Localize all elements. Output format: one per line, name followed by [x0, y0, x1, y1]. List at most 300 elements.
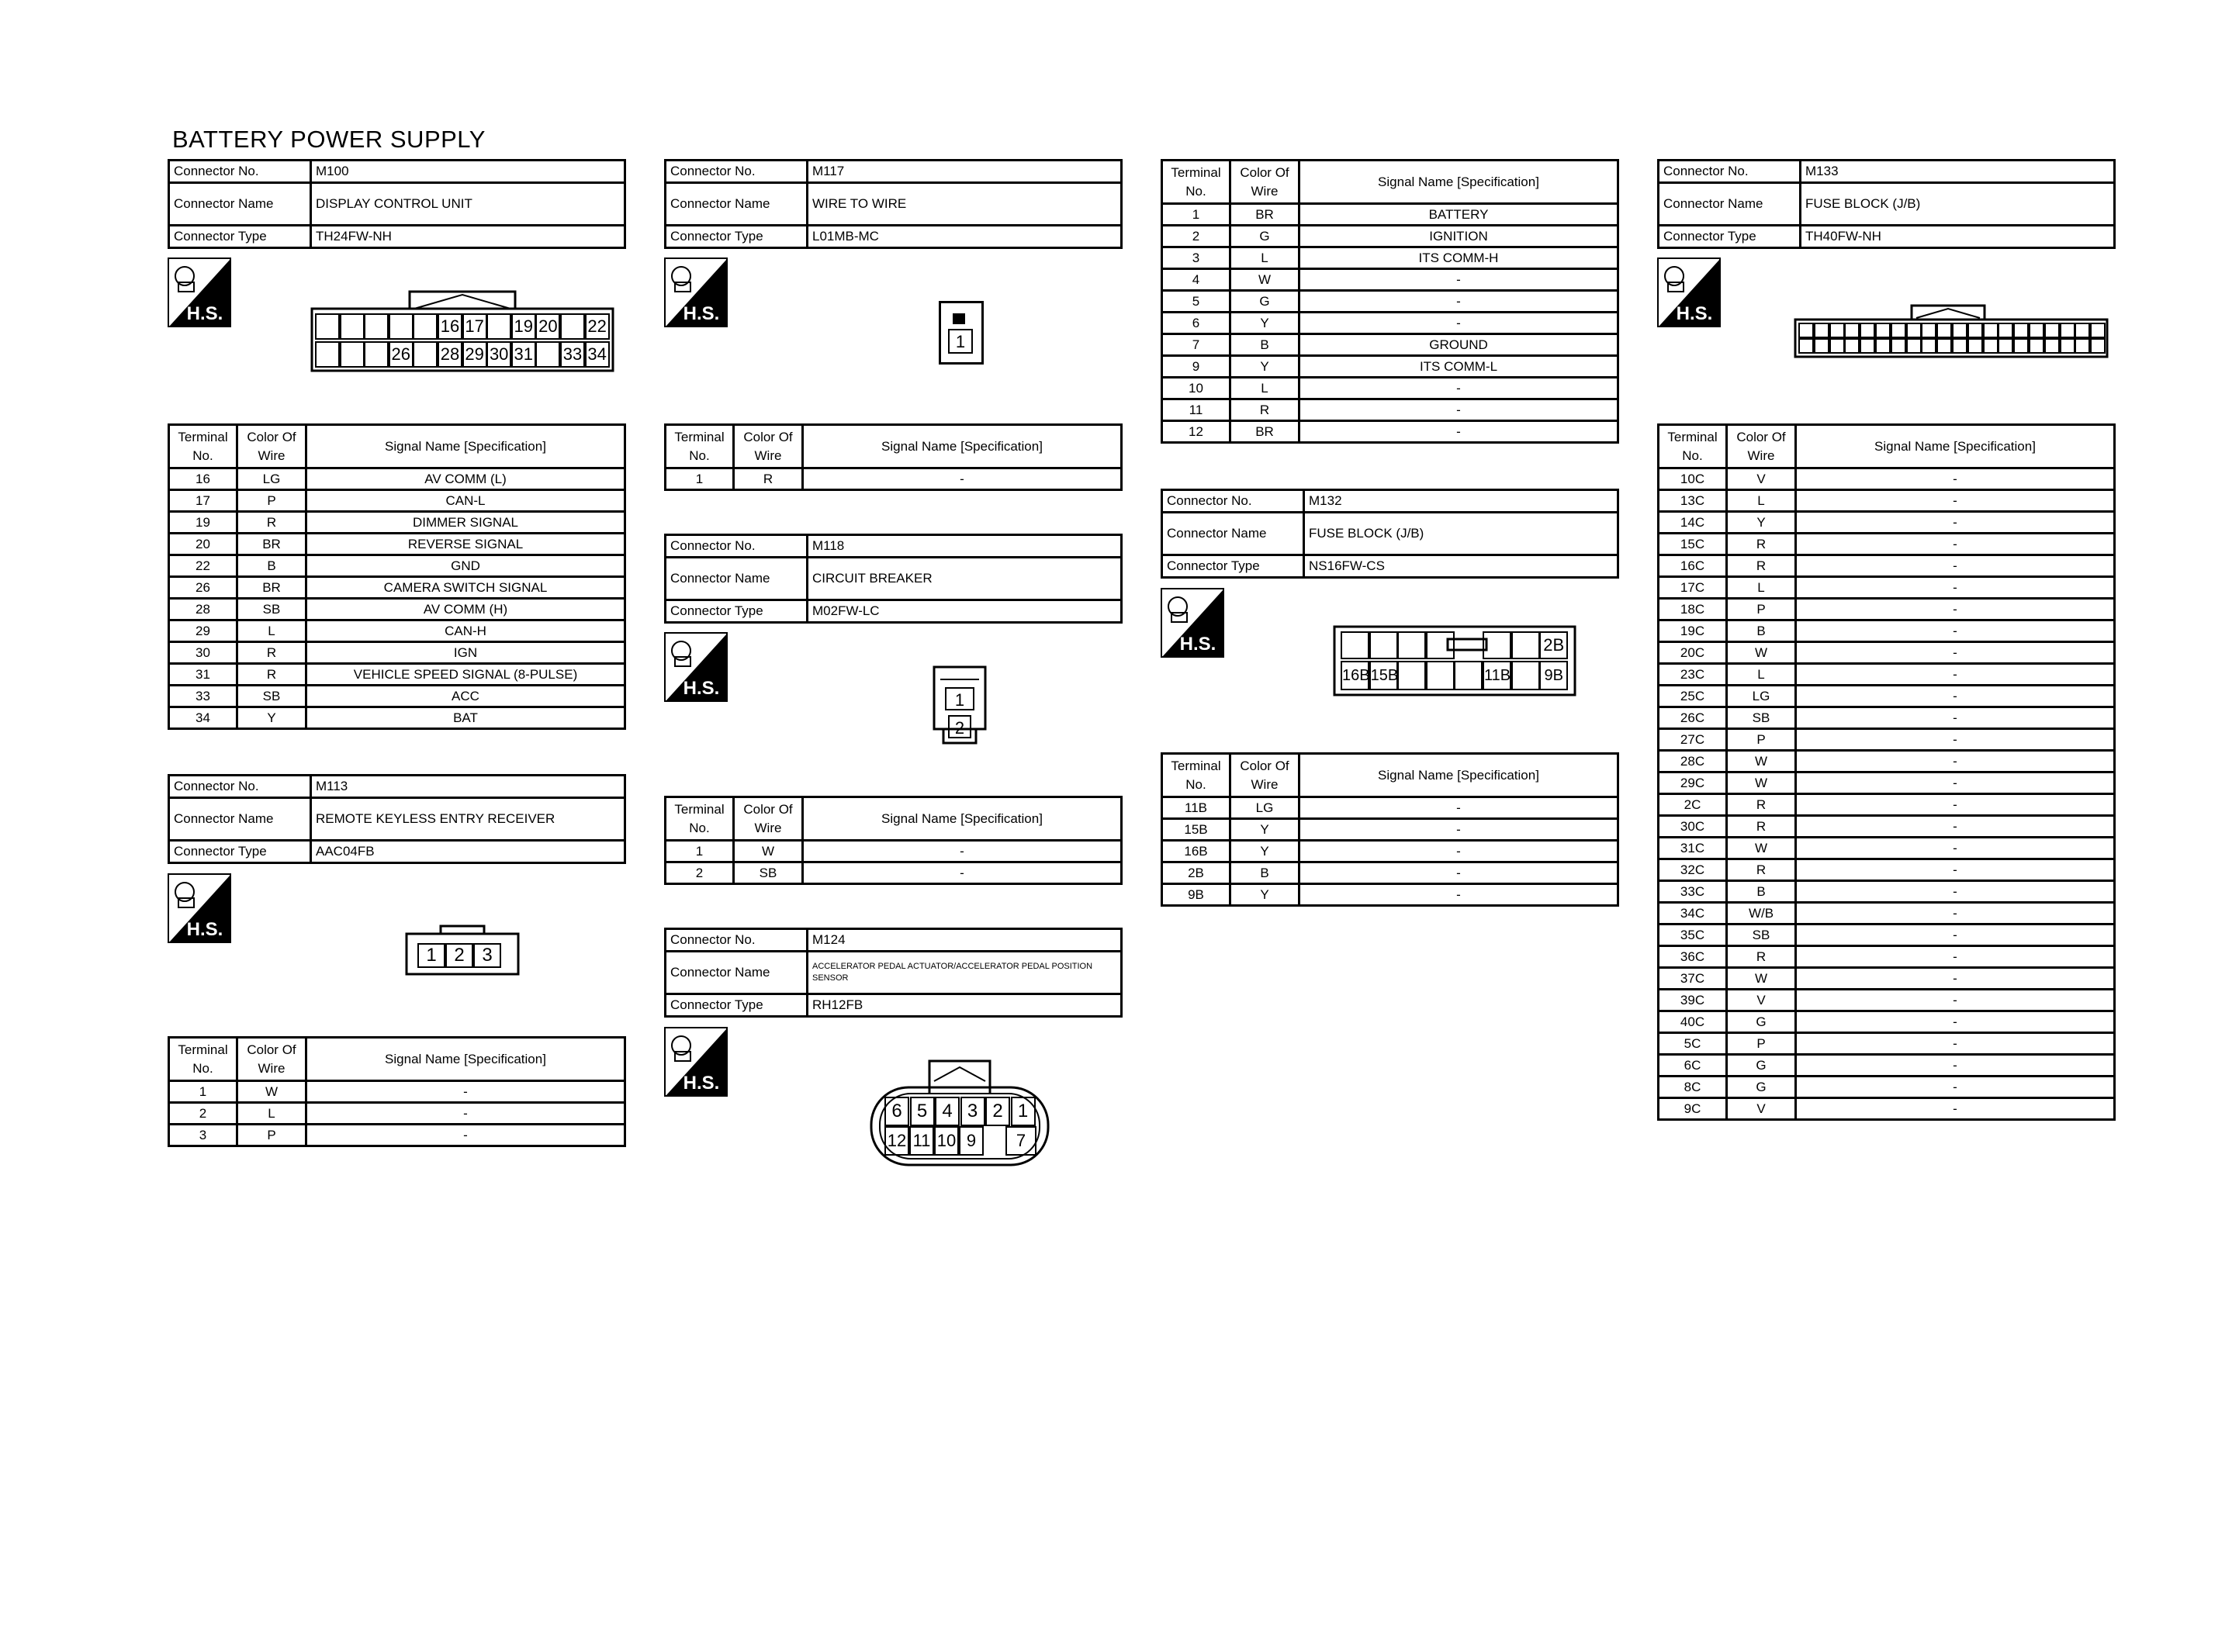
wire-color-header: Color Of Wire	[1230, 161, 1299, 204]
connector-pin	[1844, 323, 1860, 338]
terminal-no-cell: 20C	[1659, 642, 1727, 664]
connector-no-value: M100	[311, 161, 625, 183]
terminal-no-cell: 1	[169, 1081, 237, 1103]
connector-pin	[2044, 338, 2060, 354]
connector-pin	[1921, 323, 1936, 338]
signal-name-cell: AV COMM (H)	[306, 599, 625, 620]
wire-color-cell: R	[1230, 399, 1299, 421]
connector-pin: 2B	[1539, 631, 1568, 659]
signal-name-cell: -	[1299, 819, 1618, 841]
signal-name-cell: -	[1299, 378, 1618, 399]
signal-name-cell: CAMERA SWITCH SIGNAL	[306, 577, 625, 599]
terminal-no-cell: 29	[169, 620, 237, 642]
terminal-no-cell: 31	[169, 664, 237, 686]
connector-pin	[340, 341, 365, 368]
connector-no-label: Connector No.	[1162, 490, 1304, 513]
table-row	[1162, 204, 1618, 226]
terminal-header: Terminal No.	[666, 797, 734, 841]
terminal-no-cell: 3	[169, 1125, 237, 1146]
connector-no-label: Connector No.	[666, 161, 808, 183]
connector-pin: 16B	[1341, 661, 1369, 690]
table-row	[1659, 1033, 2115, 1055]
connector-name-value: ACCELERATOR PEDAL ACTUATOR/ACCELERATOR PEDAL POSITION SENSOR	[808, 952, 1122, 994]
wire-color-cell: R	[1727, 816, 1796, 838]
signal-name-cell: -	[1299, 269, 1618, 291]
connector-name-label: Connector Name	[666, 558, 808, 600]
wire-color-cell: LG	[1727, 686, 1796, 707]
terminal-no-cell: 5C	[1659, 1033, 1727, 1055]
connector-pin: 15B	[1369, 661, 1398, 690]
wire-color-header: Color Of Wire	[734, 797, 803, 841]
wire-color-cell: B	[1727, 881, 1796, 903]
table-row	[169, 707, 625, 729]
terminal-no-cell: 1	[666, 841, 734, 862]
harness-side-icon	[664, 632, 728, 702]
table-row	[169, 1103, 625, 1125]
signal-name-cell: -	[1796, 838, 2115, 859]
wire-color-cell: BR	[237, 534, 306, 555]
table-header-row	[169, 1038, 625, 1081]
connector-type-value: RH12FB	[808, 994, 1122, 1017]
wire-color-cell: Y	[1230, 819, 1299, 841]
terminal-no-cell: 34C	[1659, 903, 1727, 924]
terminal-no-cell: 20	[169, 534, 237, 555]
signal-name-cell: DIMMER SIGNAL	[306, 512, 625, 534]
wire-color-cell: SB	[1727, 707, 1796, 729]
table-row	[1659, 1055, 2115, 1077]
connector-name-value: FUSE BLOCK (J/B)	[1304, 513, 1618, 555]
connector-pin: 2	[985, 1097, 1010, 1126]
terminal-no-cell: 15B	[1162, 819, 1230, 841]
wire-color-cell: G	[1727, 1055, 1796, 1077]
signal-name-cell: -	[306, 1103, 625, 1125]
connector-pin	[1983, 323, 1998, 338]
connector-no-label: Connector No.	[666, 535, 808, 558]
table-row	[169, 490, 625, 512]
terminal-no-cell: 9C	[1659, 1098, 1727, 1120]
signal-name-cell: -	[1796, 468, 2115, 490]
connector-pin	[315, 341, 340, 368]
wire-color-cell: SB	[237, 686, 306, 707]
wire-color-cell: L	[1230, 247, 1299, 269]
wire-color-cell: G	[1727, 1011, 1796, 1033]
table-row	[1162, 841, 1618, 862]
wire-color-cell: W	[1727, 642, 1796, 664]
m100-info-table	[168, 159, 626, 249]
table-row	[1162, 269, 1618, 291]
connector-pin	[2044, 323, 2060, 338]
table-row	[169, 1125, 625, 1146]
table-row	[169, 577, 625, 599]
terminal-header: Terminal No.	[666, 425, 734, 468]
wire-color-cell: B	[1727, 620, 1796, 642]
signal-header: Signal Name [Specification]	[803, 425, 1122, 468]
wire-color-cell: LG	[1230, 797, 1299, 819]
m113-connector-diagram	[405, 924, 520, 976]
m100-connector-diagram	[310, 285, 614, 372]
table-row	[1162, 819, 1618, 841]
connector-pin: 26	[389, 341, 414, 368]
terminal-no-cell: 7	[1162, 334, 1230, 356]
table-row	[1162, 884, 1618, 906]
table-row	[169, 512, 625, 534]
connector-pin: 7	[1005, 1126, 1036, 1156]
wire-color-cell: SB	[237, 599, 306, 620]
connector-pin	[1829, 323, 1845, 338]
connector-pin	[1906, 338, 1922, 354]
connector-pin: 11B	[1483, 661, 1511, 690]
wire-color-cell: W	[1727, 968, 1796, 990]
wire-color-cell: W	[734, 841, 803, 862]
table-row	[1659, 577, 2115, 599]
wire-color-cell: L	[237, 620, 306, 642]
connector-pin	[1998, 323, 2013, 338]
hs-label: H.S.	[683, 1073, 720, 1094]
ecu-terminal-table	[1161, 159, 1619, 444]
signal-name-cell: -	[1796, 534, 2115, 555]
connector-name-value: CIRCUIT BREAKER	[808, 558, 1122, 600]
wire-color-cell: G	[1230, 291, 1299, 313]
connector-no-value: M117	[808, 161, 1122, 183]
connector-pin: 29	[462, 341, 487, 368]
terminal-no-cell: 37C	[1659, 968, 1727, 990]
connector-name-label: Connector Name	[169, 183, 311, 226]
table-row	[1162, 862, 1618, 884]
connector-pin: 20	[535, 313, 560, 340]
m118-terminal-table	[664, 796, 1123, 885]
connector-name-label: Connector Name	[1659, 183, 1801, 226]
connector-pin	[2090, 323, 2106, 338]
connector-no-value: M118	[808, 535, 1122, 558]
wire-color-header: Color Of Wire	[237, 425, 306, 468]
terminal-no-cell: 8C	[1659, 1077, 1727, 1098]
table-row	[1162, 334, 1618, 356]
wire-color-cell: R	[237, 642, 306, 664]
connector-pin: 3	[960, 1097, 985, 1126]
wire-color-cell: L	[237, 1103, 306, 1125]
table-row	[1659, 642, 2115, 664]
hs-label: H.S.	[683, 678, 720, 699]
table-row	[1659, 838, 2115, 859]
m100-terminal-table	[168, 423, 626, 730]
connector-pin	[1511, 631, 1540, 659]
table-row	[1659, 686, 2115, 707]
signal-name-cell: -	[1796, 772, 2115, 794]
terminal-no-cell: 11B	[1162, 797, 1230, 819]
connector-pin	[1891, 338, 1906, 354]
hs-label: H.S.	[186, 303, 223, 324]
terminal-no-cell: 30	[169, 642, 237, 664]
wire-color-cell: R	[237, 664, 306, 686]
signal-name-cell: REVERSE SIGNAL	[306, 534, 625, 555]
connector-pin	[2013, 323, 2029, 338]
terminal-no-cell: 2	[1162, 226, 1230, 247]
terminal-no-cell: 23C	[1659, 664, 1727, 686]
signal-name-cell: -	[1299, 313, 1618, 334]
signal-name-cell: -	[1796, 555, 2115, 577]
wire-color-cell: B	[1230, 334, 1299, 356]
terminal-no-cell: 13C	[1659, 490, 1727, 512]
table-row	[1162, 356, 1618, 378]
m133-connector-diagram	[1794, 302, 2109, 358]
wire-color-cell: Y	[237, 707, 306, 729]
wire-color-cell: G	[1230, 226, 1299, 247]
connector-type-label: Connector Type	[169, 841, 311, 863]
connector-pin	[1798, 323, 1814, 338]
m113-terminal-table	[168, 1036, 626, 1147]
wire-color-header: Color Of Wire	[1230, 754, 1299, 797]
wire-color-cell: W/B	[1727, 903, 1796, 924]
connector-pin: 17	[462, 313, 487, 340]
signal-name-cell: -	[1796, 751, 2115, 772]
terminal-no-cell: 33	[169, 686, 237, 707]
terminal-no-cell: 29C	[1659, 772, 1727, 794]
table-row	[1659, 990, 2115, 1011]
connector-pin: 3	[473, 943, 501, 968]
table-row	[1162, 226, 1618, 247]
wire-color-cell: SB	[1727, 924, 1796, 946]
table-row	[169, 555, 625, 577]
table-row	[1659, 903, 2115, 924]
signal-name-cell: -	[1796, 1098, 2115, 1120]
signal-name-cell: ACC	[306, 686, 625, 707]
connector-pin	[364, 313, 389, 340]
terminal-no-cell: 34	[169, 707, 237, 729]
signal-name-cell: -	[1796, 990, 2115, 1011]
signal-name-cell: -	[1796, 881, 2115, 903]
signal-name-cell: -	[1796, 816, 2115, 838]
table-row	[1659, 468, 2115, 490]
table-row	[1659, 968, 2115, 990]
wire-color-cell: BR	[237, 577, 306, 599]
signal-name-cell: -	[1796, 1033, 2115, 1055]
connector-name-value: DISPLAY CONTROL UNIT	[311, 183, 625, 226]
signal-name-cell: IGNITION	[1299, 226, 1618, 247]
table-row	[1659, 816, 2115, 838]
m117-latch-mark	[953, 313, 965, 324]
connector-type-label: Connector Type	[666, 226, 808, 248]
m132-terminal-table	[1161, 752, 1619, 907]
wire-color-cell: P	[1727, 599, 1796, 620]
wire-color-cell: L	[1727, 490, 1796, 512]
terminal-header: Terminal No.	[169, 1038, 237, 1081]
table-row	[1659, 1077, 2115, 1098]
table-row	[1659, 1098, 2115, 1120]
wire-color-cell: SB	[734, 862, 803, 884]
table-row	[1659, 1011, 2115, 1033]
connector-pin: 28	[438, 341, 462, 368]
harness-side-icon	[168, 873, 231, 943]
wire-color-cell: B	[1230, 862, 1299, 884]
connector-type-value: M02FW-LC	[808, 600, 1122, 623]
connector-type-value: TH40FW-NH	[1801, 226, 2115, 248]
terminal-no-cell: 12	[1162, 421, 1230, 443]
table-row	[1659, 555, 2115, 577]
table-row	[169, 686, 625, 707]
terminal-no-cell: 9B	[1162, 884, 1230, 906]
wire-color-cell: L	[1727, 577, 1796, 599]
signal-name-cell: -	[1796, 577, 2115, 599]
terminal-no-cell: 1	[1162, 204, 1230, 226]
connector-pin	[486, 313, 511, 340]
connector-pin: 4	[935, 1097, 960, 1126]
terminal-no-cell: 28C	[1659, 751, 1727, 772]
connector-pin	[2060, 338, 2075, 354]
connector-pin	[1967, 323, 1983, 338]
wire-color-cell: V	[1727, 990, 1796, 1011]
signal-name-cell: ITS COMM-H	[1299, 247, 1618, 269]
connector-pin	[1341, 631, 1369, 659]
connector-type-value: AAC04FB	[311, 841, 625, 863]
table-row	[1659, 707, 2115, 729]
connector-pin	[2029, 323, 2044, 338]
signal-name-cell: -	[1796, 859, 2115, 881]
table-row	[1659, 729, 2115, 751]
connector-pin	[1483, 631, 1511, 659]
terminal-no-cell: 6C	[1659, 1055, 1727, 1077]
wire-color-cell: R	[237, 512, 306, 534]
connector-pin: 12	[884, 1126, 909, 1156]
terminal-no-cell: 19	[169, 512, 237, 534]
connector-pin	[413, 341, 438, 368]
table-row	[1659, 881, 2115, 903]
signal-header: Signal Name [Specification]	[803, 797, 1122, 841]
table-row	[169, 534, 625, 555]
signal-name-cell: -	[1299, 399, 1618, 421]
connector-pin	[1860, 323, 1875, 338]
terminal-no-cell: 14C	[1659, 512, 1727, 534]
terminal-no-cell: 17C	[1659, 577, 1727, 599]
signal-name-cell: BAT	[306, 707, 625, 729]
signal-name-cell: -	[1299, 797, 1618, 819]
signal-name-cell: -	[1796, 794, 2115, 816]
table-row	[169, 1081, 625, 1103]
m118-pin: 1	[945, 687, 974, 710]
harness-side-icon	[1161, 588, 1224, 658]
wire-color-header: Color Of Wire	[1727, 425, 1796, 468]
terminal-no-cell: 9	[1162, 356, 1230, 378]
wire-color-cell: R	[1727, 946, 1796, 968]
connector-no-label: Connector No.	[169, 776, 311, 798]
signal-name-cell: -	[1796, 599, 2115, 620]
wire-color-cell: R	[734, 468, 803, 490]
connector-pin	[340, 313, 365, 340]
terminal-header: Terminal No.	[1659, 425, 1727, 468]
connector-pin	[535, 341, 560, 368]
connector-pin: 2	[445, 943, 473, 968]
connector-pin	[2075, 323, 2090, 338]
m117-terminal-table	[664, 423, 1123, 491]
wire-color-cell: Y	[1230, 841, 1299, 862]
m133-info-table	[1657, 159, 2116, 249]
table-row	[1659, 946, 2115, 968]
m117-info-table	[664, 159, 1123, 249]
table-row	[1162, 291, 1618, 313]
signal-name-cell: -	[1796, 642, 2115, 664]
signal-name-cell: -	[1796, 1011, 2115, 1033]
m132-connector-diagram	[1333, 625, 1576, 696]
connector-name-label: Connector Name	[666, 952, 808, 994]
connector-pin: 22	[585, 313, 610, 340]
wire-color-cell: P	[1727, 729, 1796, 751]
connector-pin: 9B	[1539, 661, 1568, 690]
terminal-no-cell: 2	[666, 862, 734, 884]
table-row	[169, 599, 625, 620]
m117-connector-diagram	[939, 301, 982, 363]
terminal-no-cell: 10C	[1659, 468, 1727, 490]
connector-pin	[1844, 338, 1860, 354]
m124-connector-diagram	[869, 1058, 1050, 1168]
connector-pin	[1860, 338, 1875, 354]
table-row	[1162, 313, 1618, 334]
connector-pin	[315, 313, 340, 340]
connector-pin	[1397, 661, 1426, 690]
terminal-no-cell: 40C	[1659, 1011, 1727, 1033]
signal-name-cell: -	[1796, 903, 2115, 924]
terminal-no-cell: 11	[1162, 399, 1230, 421]
hs-label: H.S.	[1676, 303, 1713, 324]
terminal-no-cell: 2C	[1659, 794, 1727, 816]
wire-color-cell: R	[1727, 534, 1796, 555]
connector-pin	[560, 313, 585, 340]
connector-pin	[1426, 661, 1455, 690]
signal-name-cell: -	[1796, 620, 2115, 642]
connector-pin	[1906, 323, 1922, 338]
hs-label: H.S.	[186, 919, 223, 940]
signal-name-cell: -	[1796, 707, 2115, 729]
m117-pin: 1	[948, 329, 973, 354]
connector-pin: 30	[486, 341, 511, 368]
table-row	[169, 468, 625, 490]
connector-pin	[1798, 338, 1814, 354]
table-header-row	[1659, 425, 2115, 468]
connector-no-label: Connector No.	[666, 929, 808, 952]
connector-pin	[1921, 338, 1936, 354]
connector-pin	[1952, 323, 1967, 338]
wire-color-cell: Y	[1230, 313, 1299, 334]
terminal-no-cell: 39C	[1659, 990, 1727, 1011]
signal-name-cell: VEHICLE SPEED SIGNAL (8-PULSE)	[306, 664, 625, 686]
connector-pin	[389, 313, 414, 340]
wire-color-cell: L	[1230, 378, 1299, 399]
table-header-row	[666, 425, 1122, 468]
m118-connector-diagram	[933, 665, 987, 745]
table-row	[1659, 794, 2115, 816]
connector-pin: 1	[417, 943, 445, 968]
signal-name-cell: -	[1796, 729, 2115, 751]
terminal-no-cell: 26	[169, 577, 237, 599]
connector-pin	[2013, 338, 2029, 354]
connector-no-value: M124	[808, 929, 1122, 952]
table-row	[1659, 664, 2115, 686]
connector-pin	[1814, 323, 1829, 338]
connector-pin	[1983, 338, 1998, 354]
connector-pin	[1875, 323, 1891, 338]
terminal-no-cell: 2B	[1162, 862, 1230, 884]
connector-name-label: Connector Name	[666, 183, 808, 226]
table-header-row	[666, 797, 1122, 841]
signal-name-cell: AV COMM (L)	[306, 468, 625, 490]
connector-pin: 11	[909, 1126, 934, 1156]
table-row	[1162, 247, 1618, 269]
signal-name-cell: IGN	[306, 642, 625, 664]
connector-type-label: Connector Type	[666, 600, 808, 623]
wire-color-cell: W	[1727, 772, 1796, 794]
harness-side-icon	[664, 257, 728, 327]
table-header-row	[1162, 161, 1618, 204]
table-row	[666, 841, 1122, 862]
wire-color-cell: W	[237, 1081, 306, 1103]
